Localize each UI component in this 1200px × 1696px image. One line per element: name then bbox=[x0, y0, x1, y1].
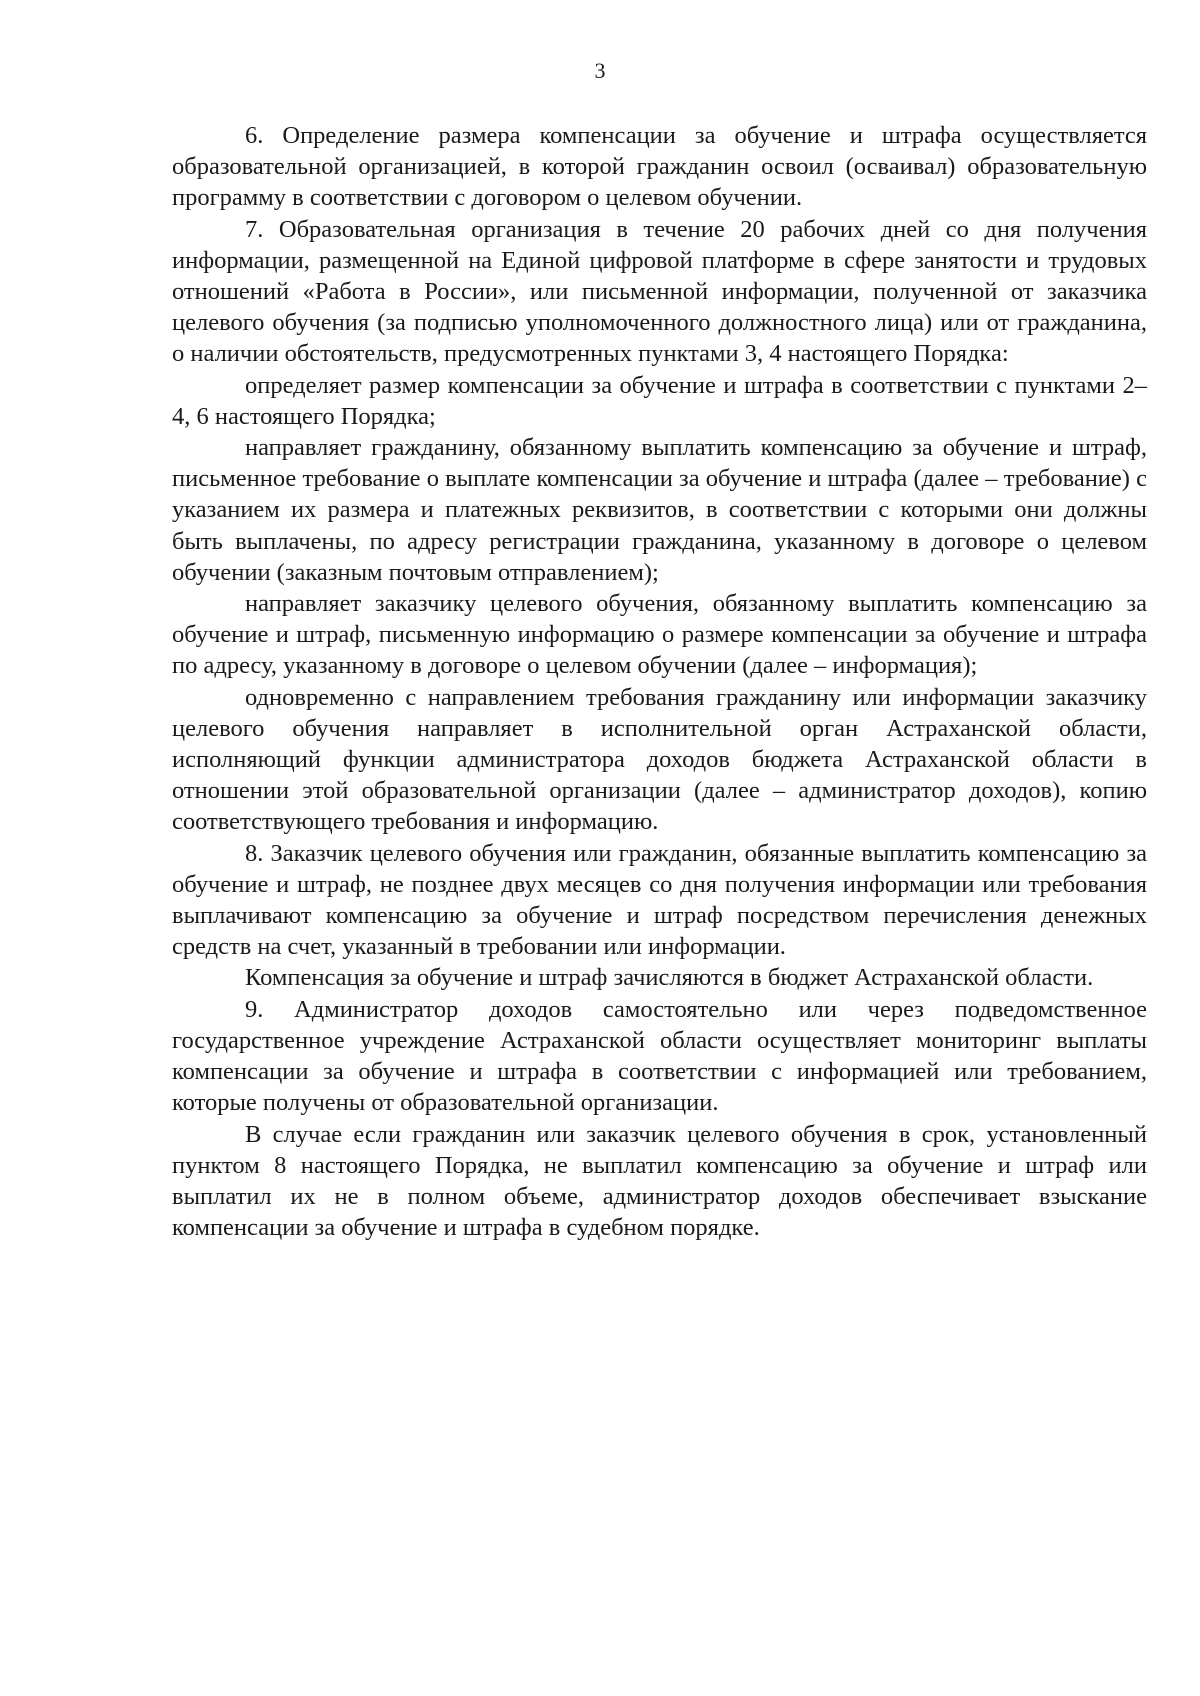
page-number: 3 bbox=[594, 58, 606, 83]
paragraph-8: 8. Заказчик целевого обучения или гражданин, обязанные выплатить компенсацию за обучение и штраф, не позднее двух месяцев со дня получения информации или требования выплачивают компенсацию за обучение и штраф посредством перечисления денежных средств на счет, указанный в требовании или информации. bbox=[172, 839, 1147, 961]
paragraph-7-item-determine: определяет размер компенсации за обучение и штрафа в соответствии с пунктами 2–4, 6 настоящего Порядка; bbox=[172, 371, 1147, 430]
document-body bbox=[172, 120, 1147, 1243]
paragraph-9: 9. Администратор доходов самостоятельно или через подведомственное государственное учреждение Астраханской области осуществляет мониторинг выплаты компенсации за обучение и штрафа в соответствии с информацией или требованием, которые получены от образовательной организации. bbox=[172, 995, 1147, 1117]
paragraph-8-budget: Компенсация за обучение и штраф зачисляются в бюджет Астраханской области. bbox=[245, 964, 1094, 992]
paragraph-7-item-send-citizen: направляет гражданину, обязанному выплатить компенсацию за обучение и штраф, письменное требование о выплате компенсации за обучение и штрафа (далее – требование) с указанием их размера и платежных реквизитов, в соответствии с которыми они должны быть выплачены, по адресу регистрации гражданина, указанному в договоре о целевом обучении (заказным почтовым отправлением); bbox=[172, 434, 1147, 586]
paragraph-7-item-send-customer: направляет заказчику целевого обучения, обязанному выплатить компенсацию за обучение и штраф, письменную информацию о размере компенсации за обучение и штрафа по адресу, указанному в договоре о целевом обучении (далее – информация); bbox=[172, 590, 1147, 680]
paragraph-9-recovery: В случае если гражданин или заказчик целевого обучения в срок, установленный пунктом 8 настоящего Порядка, не выплатил компенсацию за обучение и штраф или выплатил их не в полном объеме, администратор доходов обеспечивает взыскание компенсации за обучение и штрафа в судебном порядке. bbox=[172, 1120, 1147, 1242]
paragraph-6: 6. Определение размера компенсации за обучение и штрафа осуществляется образовательной организацией, в которой гражданин освоил (осваивал) образовательную программу в соответствии с договором о целевом обучении. bbox=[172, 122, 1147, 212]
paragraph-7: 7. Образовательная организация в течение 20 рабочих дней со дня получения информации, размещенной на Единой цифровой платформе в сфере занятости и трудовых отношений «Работа в России», или письменной информации, полученной от заказчика целевого обучения (за подписью уполномоченного должностного лица) или от гражданина, о наличии обстоятельств, предусмотренных пунктами 3, 4 настоящего Порядка: bbox=[172, 215, 1147, 368]
paragraph-7-item-simultaneously: одновременно с направлением требования гражданину или информации заказчику целевого обучения направляет в исполнительной орган Астраханской области, исполняющий функции администратора доходов бюджета Астраханской области в отношении этой образовательной организации (далее – администратор доходов), копию соответствующего требования и информацию. bbox=[172, 683, 1147, 836]
